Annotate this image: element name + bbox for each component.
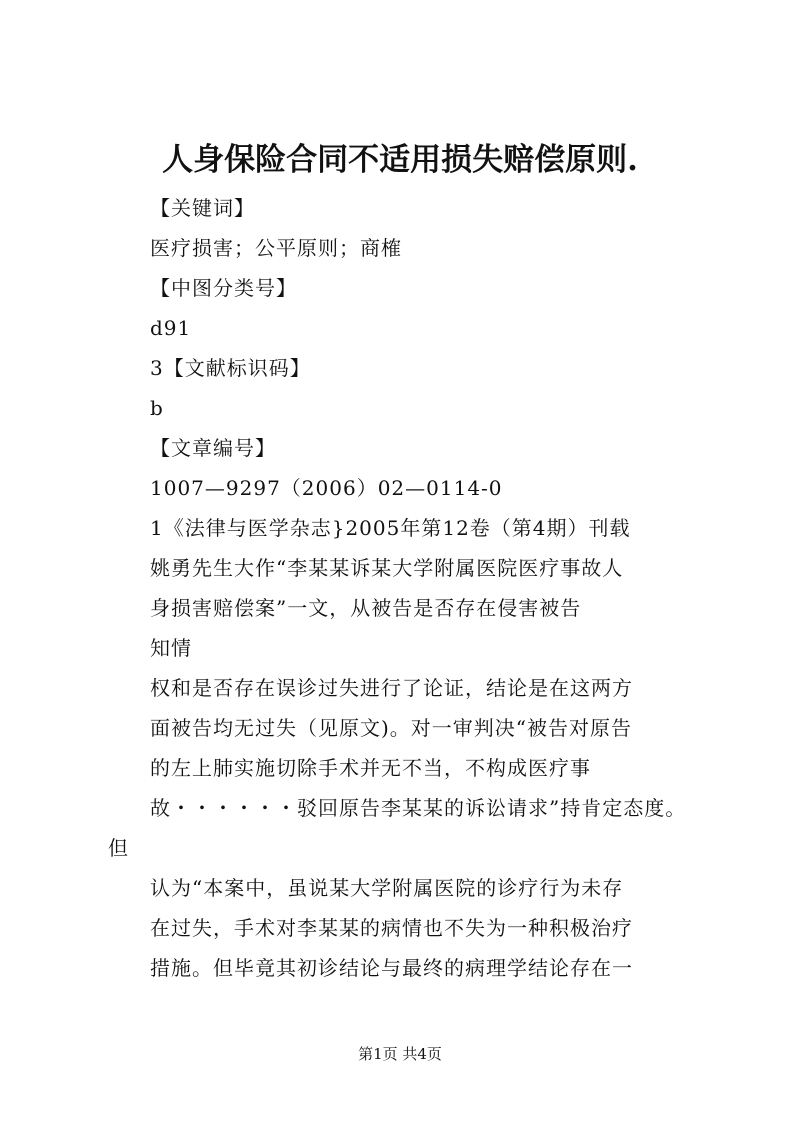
body-line: 身损害赔偿案”一文，从被告是否存在侵害被告 [150, 596, 582, 620]
article-number-heading: 【文章编号】 [150, 436, 276, 460]
document-code-heading: 3【文献标识码】 [150, 356, 311, 380]
document-code-text: b [150, 396, 164, 420]
page-footer: 第1页 共4页 [358, 1045, 442, 1063]
body-line: 故・・・・・・驳回原告李某某的诉讼请求”持肯定态度。 [150, 796, 687, 820]
keywords-heading: 【关键词】 [150, 196, 255, 220]
keywords-text: 医疗损害；公平原则；商榷 [150, 236, 402, 260]
body-line: 1《法律与医学杂志}2005年第12卷（第4期）刊载 [150, 516, 631, 540]
body-line: 措施。但毕竟其初诊结论与最终的病理学结论存在一 [150, 956, 633, 980]
body-line: 知情 [150, 636, 192, 660]
body-line: 姚勇先生大作“李某某诉某大学附属医院医疗事故人 [150, 556, 624, 580]
body-line: 的左上肺实施切除手术并无不当，不构成医疗事 [150, 756, 591, 780]
body-line: 在过失，手术对李某某的病情也不失为一种积极治疗 [150, 916, 633, 940]
article-number-text: 1007—9297（2006）02—0114-0 [150, 476, 503, 500]
document-title: 人身保险合同不适用损失赔偿原则. [162, 142, 638, 178]
body-line: 权和是否存在误诊过失进行了论证，结论是在这两方 [150, 676, 633, 700]
body-line: 但 [108, 836, 129, 860]
body-line: 面被告均无过失（见原文)。对一审判决“被告对原告 [150, 716, 633, 740]
body-line: 认为“本案中，虽说某大学附属医院的诊疗行为未存 [150, 876, 624, 900]
classification-heading: 【中图分类号】 [150, 276, 297, 300]
classification-text: d91 [150, 316, 192, 340]
